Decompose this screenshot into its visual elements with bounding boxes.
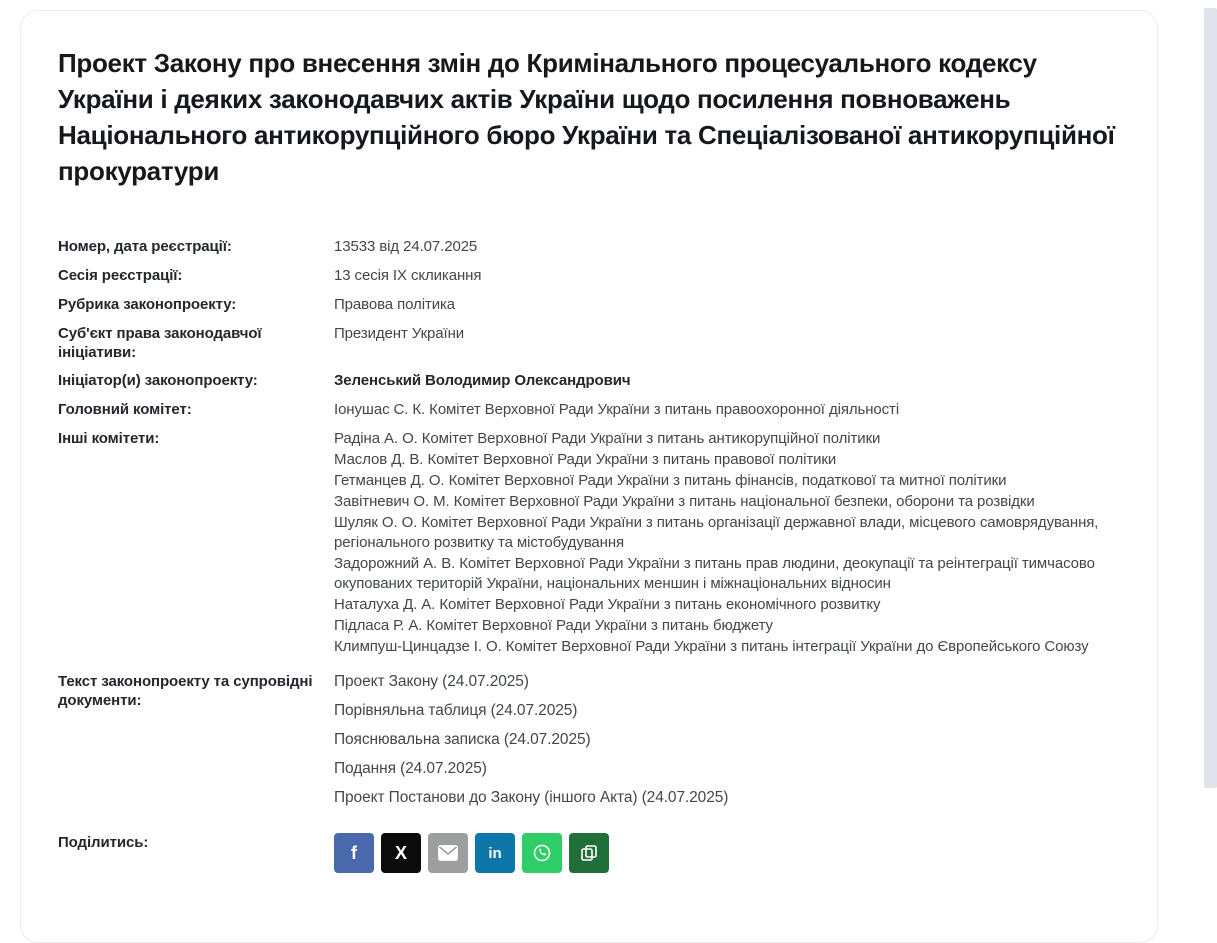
facebook-icon: f — [351, 843, 357, 863]
documents-list — [334, 672, 1117, 817]
field-label: Суб'єкт права законодавчої ініціативи: — [58, 325, 262, 361]
field-label: Інші комітети: — [58, 430, 160, 447]
copy-icon — [580, 844, 598, 862]
document-link[interactable]: Проект Постанови до Закону (іншого Акта) (24.07.2025) — [334, 789, 729, 806]
field-label: Головний комітет: — [58, 401, 192, 418]
document-link[interactable]: Проект Закону (24.07.2025) — [334, 673, 529, 690]
committee-item: Підласа Р. А. Комітет Верховної Ради України з питань бюджету — [334, 617, 773, 634]
scrollbar-track[interactable] — [1204, 8, 1217, 788]
share-facebook-button[interactable] — [334, 833, 374, 873]
row-share — [58, 833, 1117, 873]
committee-item: Наталуха Д. А. Комітет Верховної Ради України з питань економічного розвитку — [334, 596, 881, 613]
page-title: Проект Закону про внесення змін до Кримінального процесуального кодексу України і деяких законодавчих актів України щодо посилення повноважень Національного антикорупційного бюро України та Спеціалізованої антикорупційної прокуратури — [58, 48, 1115, 186]
field-value: 13 сесія IX скликання — [334, 267, 482, 284]
share-label: Поділитись: — [58, 834, 149, 851]
field-label: Текст законопроекту та супровідні документи: — [58, 673, 313, 709]
field-value: Зеленський Володимир Олександрович — [334, 372, 631, 389]
other-committees-list — [334, 429, 1117, 658]
row-other-committees — [58, 429, 1117, 658]
field-label: Рубрика законопроекту: — [58, 296, 237, 313]
row-registration-number — [58, 237, 1117, 257]
field-label: Номер, дата реєстрації: — [58, 238, 232, 255]
committee-item: Климпуш-Цинцадзе І. О. Комітет Верховної Ради України з питань інтеграції України до Європейського Союзу — [334, 638, 1089, 655]
share-buttons — [334, 833, 1117, 873]
envelope-icon — [438, 845, 458, 861]
committee-item: Задорожний А. В. Комітет Верховної Ради України з питань прав людини, деокупації та реінтеграції тимчасово окупованих територій України, національних меншин і міжнаціональних відносин — [334, 555, 1095, 592]
share-whatsapp-button[interactable] — [522, 833, 562, 873]
linkedin-icon: in — [488, 844, 502, 862]
bill-details-table — [58, 237, 1117, 873]
row-main-committee — [58, 400, 1117, 420]
share-x-twitter-button[interactable] — [381, 833, 421, 873]
committee-item: Шуляк О. О. Комітет Верховної Ради України з питань організації державної влади, місцевого самоврядування, регіонального розвитку та містобудування — [334, 514, 1099, 551]
row-documents — [58, 672, 1117, 817]
document-link[interactable]: Пояснювальна записка (24.07.2025) — [334, 731, 591, 748]
document-link[interactable]: Подання (24.07.2025) — [334, 760, 487, 777]
whatsapp-icon — [532, 843, 552, 863]
row-rubric — [58, 295, 1117, 315]
committee-item: Радіна А. О. Комітет Верховної Ради України з питань антикорупційної політики — [334, 430, 881, 447]
row-initiative-subject — [58, 324, 1117, 362]
share-linkedin-button[interactable] — [475, 833, 515, 873]
field-value: 13533 від 24.07.2025 — [334, 238, 478, 255]
field-value: Президент України — [334, 325, 465, 342]
committee-item: Маслов Д. В. Комітет Верховної Ради України з питань правової політики — [334, 451, 837, 468]
share-email-button[interactable] — [428, 833, 468, 873]
committee-item: Гетманцев Д. О. Комітет Верховної Ради України з питань фінансів, податкової та митної політики — [334, 472, 1007, 489]
row-registration-session — [58, 266, 1117, 286]
committee-item: Завітневич О. М. Комітет Верховної Ради України з питань національної безпеки, оборони та розвідки — [334, 493, 1035, 510]
document-link[interactable]: Порівняльна таблиця (24.07.2025) — [334, 702, 578, 719]
bill-card — [20, 10, 1158, 943]
field-value: Правова політика — [334, 296, 456, 313]
row-initiator — [58, 371, 1117, 391]
x-twitter-icon: X — [394, 843, 407, 863]
field-label: Ініціатор(и) законопроекту: — [58, 372, 258, 389]
field-label: Сесія реєстрації: — [58, 267, 183, 284]
field-value: Іонушас С. К. Комітет Верховної Ради України з питань правоохоронної діяльності — [334, 401, 900, 418]
share-copy-button[interactable] — [569, 833, 609, 873]
